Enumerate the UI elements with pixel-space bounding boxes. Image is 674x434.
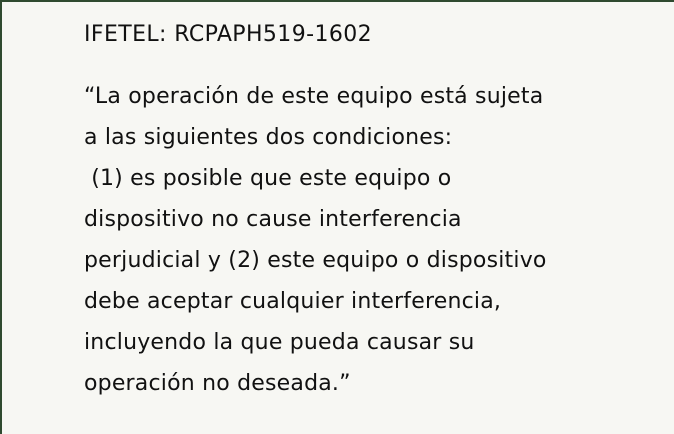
- certification-heading: IFETEL: RCPAPH519-1602: [84, 22, 373, 47]
- statement-line: (1) es posible que este equipo o: [84, 166, 452, 191]
- statement-line: a las siguientes dos condiciones:: [84, 125, 453, 150]
- statement-line: operación no deseada.”: [84, 371, 351, 396]
- statement-line: dispositivo no cause interferencia: [84, 207, 462, 232]
- statement-line: “La operación de este equipo está sujeta: [84, 84, 544, 109]
- document-content: [84, 18, 650, 404]
- statement-line: perjudicial y (2) este equipo o dispositivo: [84, 248, 547, 273]
- statement-line: debe aceptar cualquier interferencia,: [84, 289, 502, 314]
- compliance-statement: [84, 76, 650, 404]
- statement-line: incluyendo la que pueda causar su: [84, 330, 475, 355]
